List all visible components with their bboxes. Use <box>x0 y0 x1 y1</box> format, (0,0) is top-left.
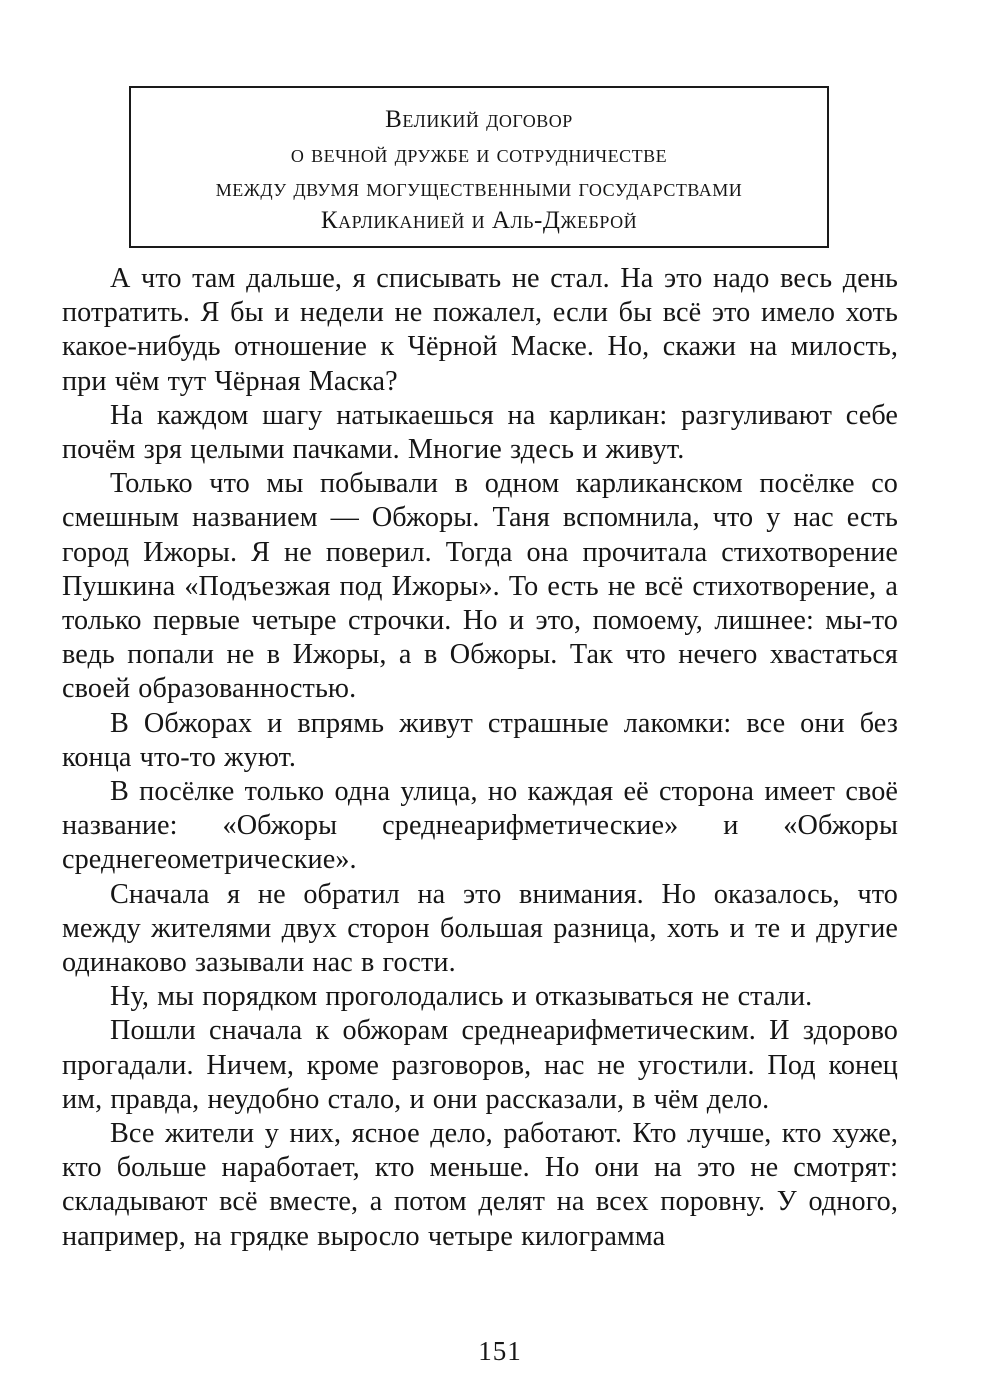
treaty-title-line-2: о вечной дружбе и сотрудничестве <box>290 141 668 168</box>
paragraph-1: А что там дальше, я списывать не стал. На это надо весь день потратить. Я бы и недели не пожалел, если бы всё это имело хоть какое-нибудь отношение к Чёрной Маске. Но, скажи на милость, при чём тут Чёрная Маска? <box>62 263 898 397</box>
paragraph-4: В Обжорах и впрямь живут страшные лакомки: все они без конца что-то жуют. <box>62 707 898 773</box>
treaty-title-line-4: Карликанией и Аль-Джеброй <box>320 207 638 234</box>
body-text <box>62 262 898 1254</box>
page-number: 151 <box>478 1336 522 1366</box>
paragraph-7: Ну, мы порядком проголодались и отказываться не стали. <box>110 981 813 1013</box>
paragraph-3: Только что мы побывали в одном карликанском посёлке со смешным названием — Обжоры. Таня вспомнила, что у нас есть город Ижоры. Я не поверил. Тогда она прочитала стихотворение Пушкина «Подъезжая под Ижоры». То есть не всё стихотворение, а только первые четыре строчки. Но и это, помоему, лишнее: мы-то ведь попали не в Ижоры, а в Обжоры. Так что нечего хвастаться своей образованностью. <box>62 468 898 705</box>
treaty-title-line-1: Великий договор <box>385 106 573 133</box>
paragraph-2: На каждом шагу натыкаешься на карликан: разгуливают себе почём зря целыми пачками. Многие здесь и живут. <box>62 399 898 466</box>
treaty-title-line-3: между двумя могущественными государствами <box>215 175 743 202</box>
paragraph-5: В посёлке только одна улица, но каждая её сторона имеет своё название: «Обжоры среднеарифметические» и «Обжоры среднегеометрические». <box>62 776 898 876</box>
paragraph-8: Пошли сначала к обжорам среднеарифметическим. И здорово прогадали. Ничем, кроме разговоров, нас не угостили. Под конец им, правда, неудобно стало, и они рассказали, в чём дело. <box>62 1015 898 1115</box>
paragraph-9: Все жители у них, ясное дело, работают. Кто лучше, кто хуже, кто больше наработает, кто меньше. Но они на это не смотрят: складывают всё вместе, а потом делят на всех поровну. У одного, например, на грядке выросло четыре килограмма <box>62 1118 898 1252</box>
paragraph-6: Сначала я не обратил на это внимания. Но оказалось, что между жителями двух сторон большая разница, хоть и те и другие одинаково зазывали нас в гости. <box>62 878 898 979</box>
treaty-title-box <box>129 86 829 248</box>
